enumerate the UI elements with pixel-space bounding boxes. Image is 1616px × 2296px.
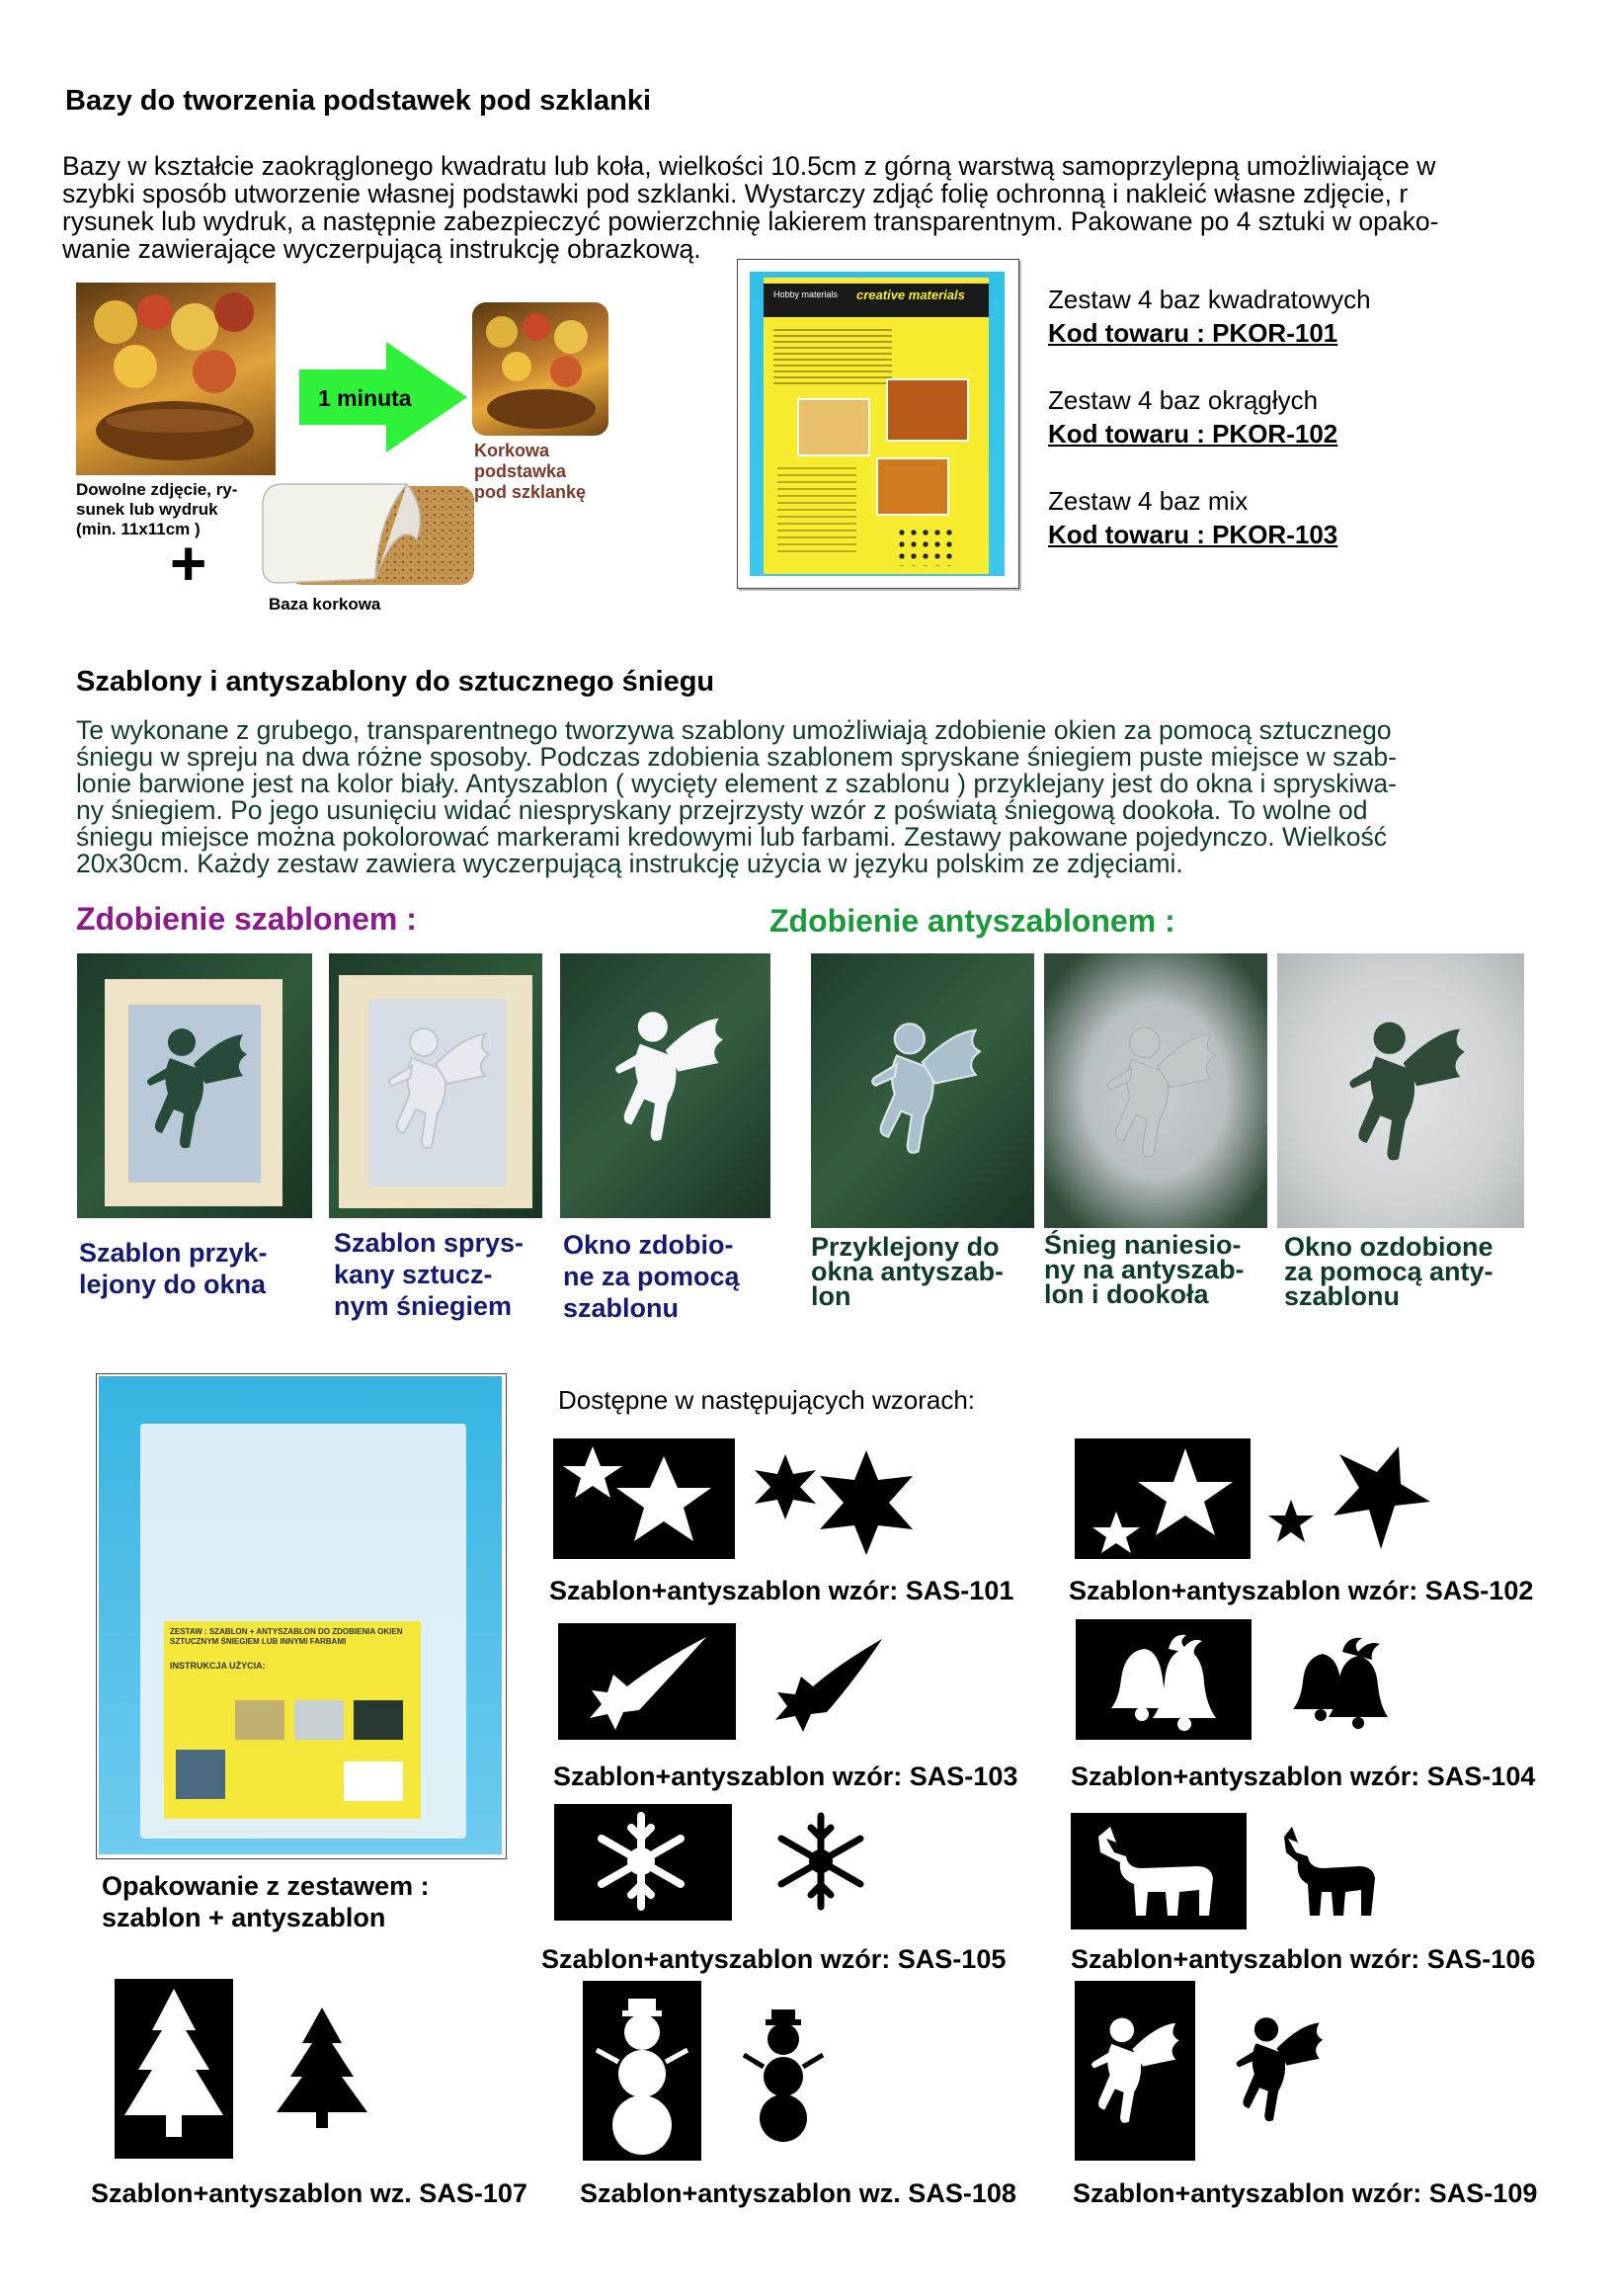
caption-line: Przyklejony do (811, 1232, 1000, 1262)
caption-line: lon i dookoła (1044, 1279, 1209, 1309)
arrow-label: 1 minuta (318, 385, 412, 411)
caption-line: lejony do okna (79, 1270, 267, 1299)
photo-stencil-result (560, 953, 770, 1218)
caption-line: Okno ozdobione (1284, 1232, 1494, 1262)
pattern-label-sas-104: Szablon+antyszablon wzór: SAS-104 (1071, 1762, 1536, 1791)
caption-line: Śnieg naniesio- (1044, 1230, 1242, 1260)
caption-line: szablon + antyszablon (102, 1903, 386, 1932)
caption-line: kany sztucz- (334, 1260, 493, 1289)
photo-antistencil-result (1277, 953, 1524, 1228)
six-point-star-large-icon (812, 1448, 921, 1557)
caption-line: szablonu (1284, 1281, 1401, 1311)
caption-line: lon (811, 1281, 851, 1311)
comet-icon (764, 1635, 886, 1734)
desc-line: 20x30cm. Każdy zestaw zawiera wyczerpującą instrukcję użycia w języku polskim ze zdjęciami. (76, 849, 1183, 878)
caption-line: szablonu (563, 1293, 680, 1323)
pattern-stencil-sas-105 (554, 1804, 732, 1921)
source-photo (76, 283, 276, 475)
pattern-stencil-sas-106 (1071, 1813, 1247, 1929)
package-label-text: ZESTAW : SZABLON + ANTYSZABLON DO ZDOBIENIA OKIEN SZTUCZNYM ŚNIEGIEM LUB INNYMI FARBAMI (170, 1627, 403, 1646)
product-name: Zestaw 4 baz okrągłych (1048, 385, 1319, 415)
finished-coaster (472, 302, 608, 436)
caption-line: sunek lub wydruk (76, 500, 218, 519)
caption-line: okna antyszab- (811, 1257, 1005, 1286)
desc-line: wanie zawierające wyczerpującą instrukcję obrazkową. (62, 234, 701, 264)
six-point-star-icon (751, 1452, 820, 1521)
package-brand: creative materials (856, 287, 965, 302)
caption-line: podstawka (474, 461, 567, 481)
caption-line: Dowolne zdjęcie, ry- (76, 480, 238, 499)
product-item (1048, 283, 1371, 350)
caption-line: ne za pomocą (563, 1262, 740, 1291)
caption-line: Szablon sprys- (334, 1228, 525, 1258)
pattern-stencil-sas-109 (1075, 1981, 1195, 2161)
available-patterns-heading: Dostępne w następujących wzorach: (558, 1385, 976, 1415)
section2-description (76, 717, 1558, 877)
desc-line: ny śniegiem. Po jego usunięciu widać niespryskany przejrzysty wzór z poświatą śniegową dookoła. To wolne od (76, 795, 1368, 825)
product-code: Kod towaru : PKOR-102 (1048, 419, 1338, 449)
base-caption: Baza korkowa (269, 595, 381, 614)
caption-line: Szablon przyk- (79, 1238, 268, 1268)
caption-stencil-3 (563, 1229, 740, 1324)
pattern-stencil-sas-107 (115, 1979, 233, 2159)
pattern-stencil-sas-102 (1075, 1438, 1251, 1559)
product-item (1048, 484, 1371, 551)
pattern-label-sas-108: Szablon+antyszablon wz. SAS-108 (580, 2178, 1016, 2208)
source-photo-caption (76, 480, 237, 539)
product-name: Zestaw 4 baz mix (1048, 486, 1249, 516)
product-code: Kod towaru : PKOR-101 (1048, 318, 1338, 348)
caption-line: ny na antyszab- (1044, 1255, 1245, 1284)
photo-antistencil-on-window (811, 953, 1034, 1228)
pattern-label-sas-101: Szablon+antyszablon wzór: SAS-101 (549, 1576, 1014, 1605)
caption-line: Korkowa (474, 441, 550, 460)
desc-line: Bazy w kształcie zaokrąglonego kwadratu lub koła, wielkości 10.5cm z górną warstwą samoprzylepną umożliwiające w (62, 151, 1436, 181)
desc-line: rysunek lub wydruk, a następnie zabezpieczyć powierzchnię lakierem transparentnym. Pakowane po 4 sztuki w opako- (62, 206, 1439, 236)
caption-line: nym śniegiem (334, 1291, 513, 1321)
caption-antistencil-3 (1284, 1232, 1494, 1311)
pattern-label-sas-103: Szablon+antyszablon wzór: SAS-103 (553, 1762, 1018, 1791)
package-caption (102, 1870, 430, 1933)
desc-line: Te wykonane z grubego, transparentnego tworzywa szablony umożliwiają zdobienie okien za pomocą sztucznego (76, 715, 1392, 745)
product-list (1048, 283, 1371, 551)
section2-title: Szablony i antyszablony do sztucznego śniegu (76, 666, 715, 697)
pattern-label-sas-109: Szablon+antyszablon wzór: SAS-109 (1073, 2178, 1538, 2208)
stencil-heading: Zdobienie szablonem : (76, 901, 417, 937)
plus-sign: + (170, 528, 207, 599)
desc-line: lonie barwione jest na kolor biały. Antyszablon ( wycięty element z szablonu ) przyklejany jest do okna i spryskiwa- (76, 769, 1397, 798)
package-instruction-title: INSTRUKCJA UŻYCIA: (170, 1661, 266, 1671)
reindeer-icon (1282, 1823, 1381, 1920)
large-star-icon (1320, 1444, 1430, 1551)
section1-description (62, 152, 1544, 263)
snowman-icon (734, 2006, 833, 2144)
desc-line: śniegu miejsce można pokolorować markerami kredowymi lub farbami. Zestawy pakowane pojedynczo. Wielkość (76, 822, 1388, 852)
photo-stencil-sprayed (329, 953, 542, 1218)
caption-line: Okno zdobio- (563, 1230, 734, 1260)
stencil-package-photo (96, 1373, 507, 1859)
pattern-stencil-sas-103 (558, 1623, 736, 1740)
desc-line: szybki sposób utworzenie własnej podstawki pod szklanki. Wystarczy zdjąć folię ochronną i nakleić własne zdjęcie, r (62, 179, 1409, 208)
pattern-label-sas-106: Szablon+antyszablon wzór: SAS-106 (1071, 1944, 1536, 1974)
antistencil-heading: Zdobienie antyszablonem : (769, 903, 1175, 939)
caption-line: pod szklankę (474, 482, 587, 502)
photo-stencil-on-window (77, 953, 312, 1218)
coaster-package-photo (737, 259, 1019, 589)
pattern-stencil-sas-104 (1076, 1619, 1252, 1740)
christmas-tree-icon (267, 2006, 377, 2130)
caption-line: za pomocą anty- (1284, 1257, 1494, 1286)
snowflake-icon (771, 1812, 870, 1911)
caption-line: (min. 11x11cm ) (76, 520, 201, 538)
result-caption (474, 441, 586, 503)
angel-icon (1223, 2006, 1335, 2134)
product-code: Kod towaru : PKOR-103 (1048, 520, 1338, 549)
pattern-label-sas-107: Szablon+antyszablon wz. SAS-107 (91, 2178, 527, 2208)
caption-antistencil-2 (1044, 1230, 1245, 1309)
bells-icon (1287, 1630, 1396, 1729)
desc-line: śniegu w spreju na dwa różne sposoby. Podczas zdobienia szablonem spryskane śniegiem puste miejsce w szab- (76, 742, 1397, 772)
pattern-label-sas-102: Szablon+antyszablon wzór: SAS-102 (1069, 1576, 1534, 1605)
pattern-stencil-sas-101 (553, 1438, 735, 1559)
photo-antistencil-sprayed (1044, 953, 1267, 1228)
small-star-icon (1266, 1498, 1316, 1547)
caption-stencil-2 (334, 1227, 524, 1322)
caption-stencil-1 (79, 1237, 268, 1300)
product-name: Zestaw 4 baz kwadratowych (1048, 285, 1371, 314)
pattern-stencil-sas-108 (583, 1981, 701, 2161)
product-item (1048, 383, 1371, 451)
caption-antistencil-1 (811, 1232, 1005, 1311)
pattern-label-sas-105: Szablon+antyszablon wzór: SAS-105 (541, 1944, 1007, 1974)
package-brand-left: Hobby materials (773, 289, 839, 299)
caption-line: Opakowanie z zestawem : (102, 1871, 430, 1901)
cork-base (259, 480, 478, 591)
section1-title: Bazy do tworzenia podstawek pod szklanki (65, 85, 652, 117)
